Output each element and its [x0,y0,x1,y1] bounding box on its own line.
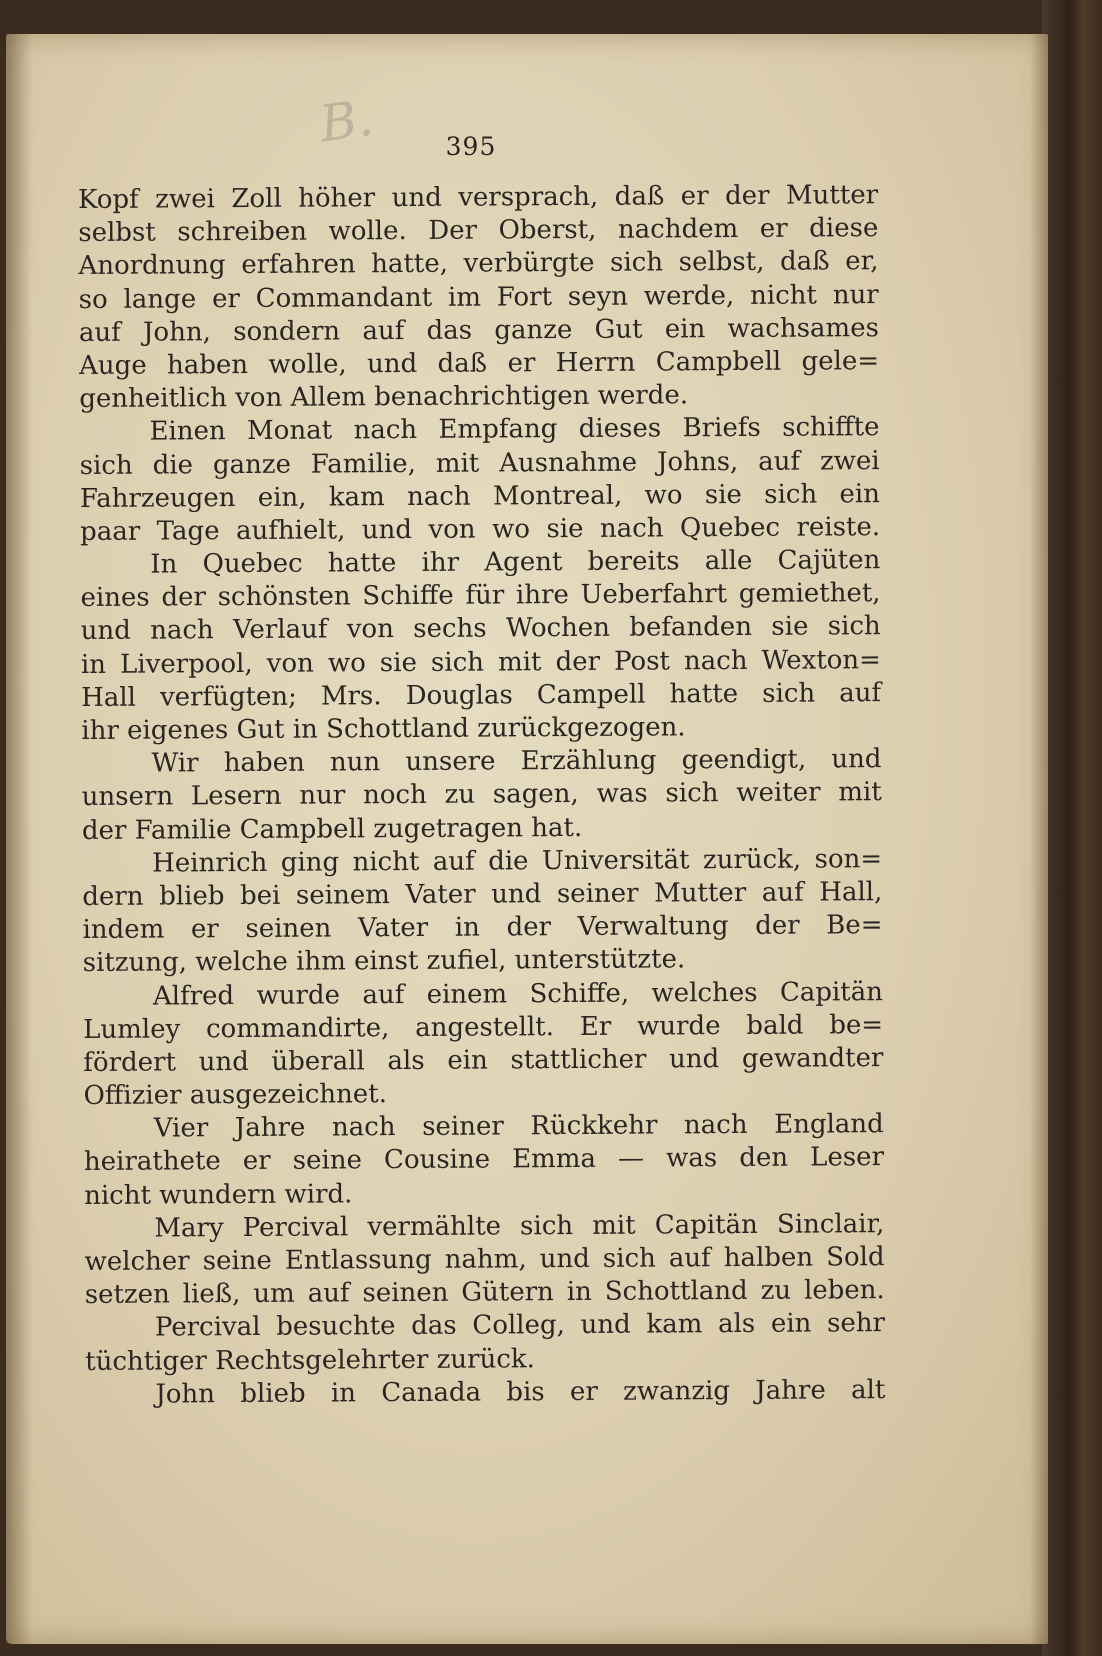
page-number: 395 [445,132,497,161]
text-line: Einen Monat nach Empfang dieses Briefs schiffte [149,412,880,447]
text-line: Vier Jahre nach seiner Rückkehr nach England [153,1109,884,1144]
text-line: John blieb in Canada bis er zwanzig Jahre alt [155,1374,886,1410]
text-line: Fahrzeugen ein, kam nach Montreal, wo sie sich ein [79,478,880,514]
text-line: Percival besuchte das Colleg, und kam als ein sehr [154,1308,886,1343]
text-line: Alfred wurde auf einem Schiffe, welches Capitän [152,976,884,1012]
text-line: tüchtiger Rechtsgelehrter zurück. [85,1343,535,1377]
text-line: In Quebec hatte ihr Agent bereits alle Cajüten [150,545,881,580]
book-page [6,34,1048,1644]
text-line: welcher seine Entlassung nahm, und sich auf halben Sold [84,1242,885,1277]
text-line: ihr eigenes Gut in Schottland zurückgezogen. [81,712,686,746]
text-line: heirathete er seine Cousine Emma — was den Leser [83,1142,885,1178]
text-line: Auge haben wolle, und daß er Herrn Campbell gele= [79,346,880,381]
text-line: auf John, sondern auf das ganze Gut ein wachsames [78,312,879,348]
text-line: Heinrich ging nicht auf die Universität zurück, son= [152,843,883,879]
text-line: Mary Percival vermählte sich mit Capitän Sinclair, [154,1208,885,1244]
gutter-shadow [6,34,32,1644]
pencil-mark: B. [316,88,377,154]
text-line: unsern Lesern nur noch zu sagen, was sich weiter mit [81,777,882,813]
text-line: Lumley commandirte, angestellt. Er wurde bald be= [83,1009,884,1045]
text-line: Anordnung erfahren hatte, verbürgte sich selbst, daß er, [78,246,879,282]
text-line: und nach Verlauf von sechs Wochen befanden sie sich [80,611,881,647]
body-text [78,179,885,1412]
text-line: Offizier ausgezeichnet. [83,1079,388,1112]
text-line: der Familie Campbell zugetragen hat. [81,812,583,846]
text-line: sich die ganze Familie, mit Ausnahme Johns, auf zwei [79,445,880,481]
text-line: fördert und überall als ein stattlicher und gewandter [83,1042,884,1078]
text-line: selbst schreiben wolle. Der Oberst, nachdem er diese [78,213,879,249]
page-edge-shadow [1030,34,1048,1644]
text-line: so lange er Commandant im Fort seyn werde, nicht nur [78,279,879,315]
text-line: dern blieb bei seinem Vater und seiner Mutter auf Hall, [82,877,883,912]
text-line: indem er seinen Vater in der Verwaltung der Be= [82,910,883,946]
text-line: sitzung, welche ihm einst zufiel, unterstützte. [82,944,686,979]
text-line: Wir haben nun unsere Erzählung geendigt, und [151,744,882,779]
text-line: Kopf zwei Zoll höher und versprach, daß er der Mutter [78,180,879,215]
text-line: eines der schönsten Schiffe für ihre Ueberfahrt gemiethet, [80,578,881,614]
text-line: paar Tage aufhielt, und von wo sie nach Quebec reiste. [80,511,881,547]
text-line: Hall verfügten; Mrs. Douglas Campell hatte sich auf [81,677,882,713]
text-line: in Liverpool, von wo sie sich mit der Post nach Wexton= [80,644,882,680]
book-cover-edge [1042,0,1102,1656]
text-line: setzen ließ, um auf seinen Gütern in Schottland zu leben. [84,1275,885,1311]
text-line: nicht wundern wird. [84,1178,353,1211]
text-line: genheitlich von Allem benachrichtigen werde. [79,380,689,415]
